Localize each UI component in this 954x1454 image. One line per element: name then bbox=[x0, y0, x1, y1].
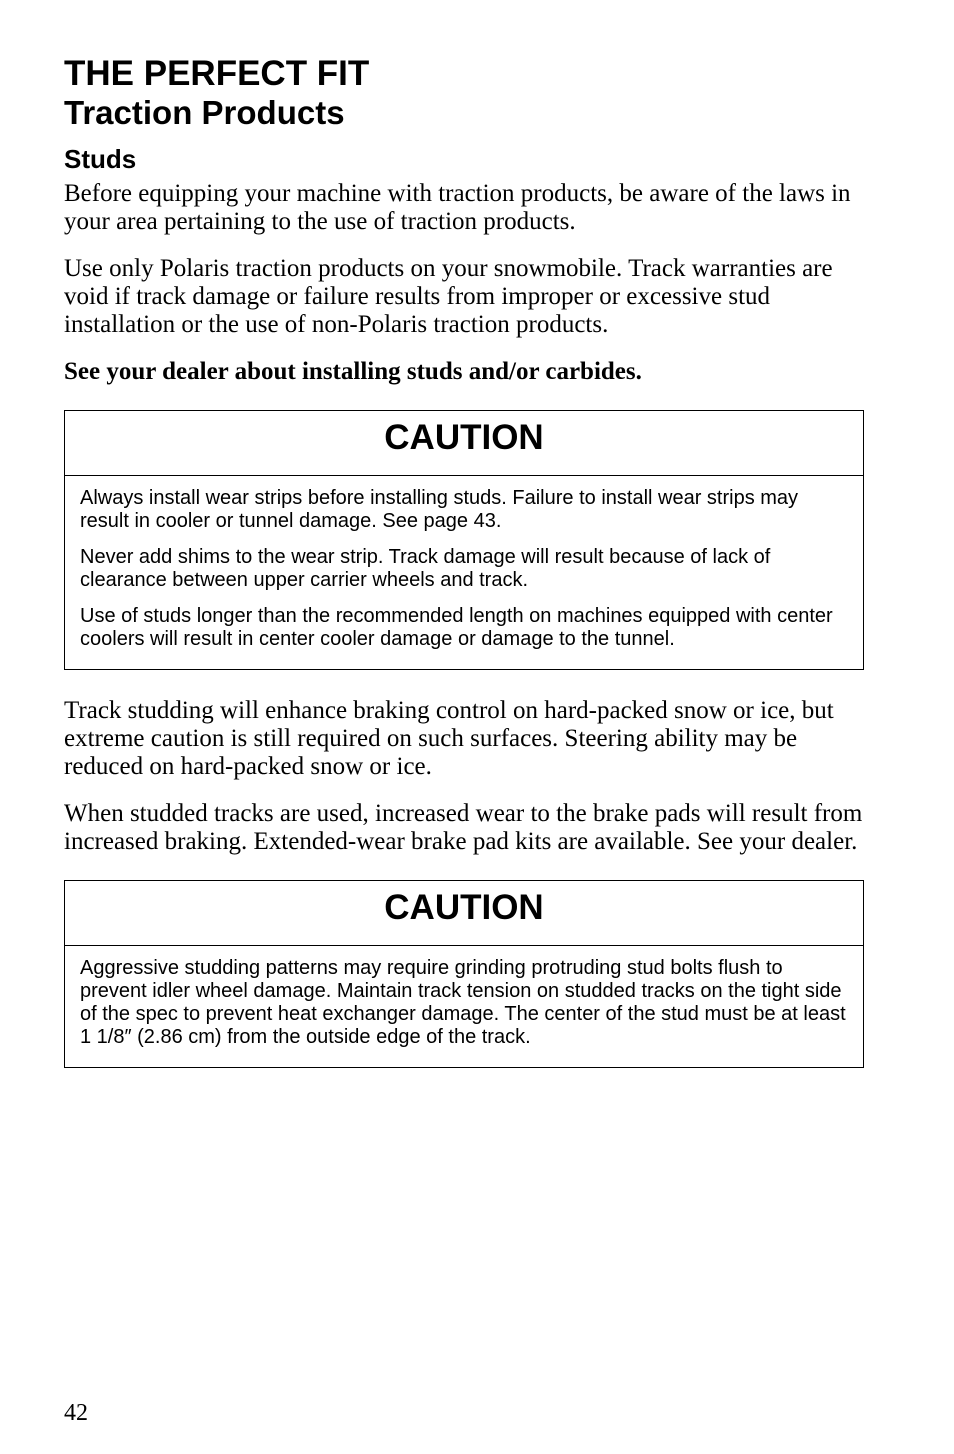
caution-box-2 bbox=[64, 880, 864, 1068]
caution-title: CAUTION bbox=[65, 411, 863, 476]
page-title: THE PERFECT FIT bbox=[64, 54, 370, 93]
body-paragraph-studding: Track studding will enhance braking control on hard-packed snow or ice, but extreme caution is still required on such surfaces. Steering ability may be reduced on hard-packed snow or ice. bbox=[64, 697, 834, 780]
caution-paragraph: Never add shims to the wear strip. Track damage will result because of lack of clearance between upper carrier wheels and track. bbox=[80, 546, 771, 591]
caution-box-1 bbox=[64, 410, 864, 670]
intro-paragraph-1: Before equipping your machine with traction products, be aware of the laws in your area pertaining to the use of traction products. bbox=[64, 180, 851, 235]
page-content bbox=[64, 54, 864, 1068]
section-heading: Traction Products bbox=[64, 94, 345, 131]
caution-body bbox=[65, 476, 863, 669]
dealer-note: See your dealer about installing studs and/or carbides. bbox=[64, 358, 642, 385]
caution-paragraph: Aggressive studding patterns may require grinding protruding stud bolts flush to prevent idler wheel damage. Maintain track tension on studded tracks on the tight side of the spec to prevent heat exchanger damage. The center of the stud must be at least 1 1/8″ (2.86 cm) from the outside edge of the track. bbox=[80, 957, 846, 1048]
caution-paragraph: Use of studs longer than the recommended length on machines equipped with center coolers will result in center cooler damage or damage to the tunnel. bbox=[80, 605, 833, 650]
caution-paragraph: Always install wear strips before installing studs. Failure to install wear strips may result in cooler or tunnel damage. See page 43. bbox=[80, 487, 799, 532]
caution-title: CAUTION bbox=[65, 881, 863, 946]
caution-body bbox=[65, 946, 863, 1067]
page-number: 42 bbox=[64, 1400, 88, 1426]
subsection-heading: Studs bbox=[64, 144, 137, 174]
intro-paragraph-2: Use only Polaris traction products on your snowmobile. Track warranties are void if track damage or failure results from improper or excessive stud installation or the use of non-Polaris traction products. bbox=[64, 255, 833, 338]
body-paragraph-brakes: When studded tracks are used, increased wear to the brake pads will result from increased braking. Extended-wear brake pad kits are available. See your dealer. bbox=[64, 800, 863, 855]
